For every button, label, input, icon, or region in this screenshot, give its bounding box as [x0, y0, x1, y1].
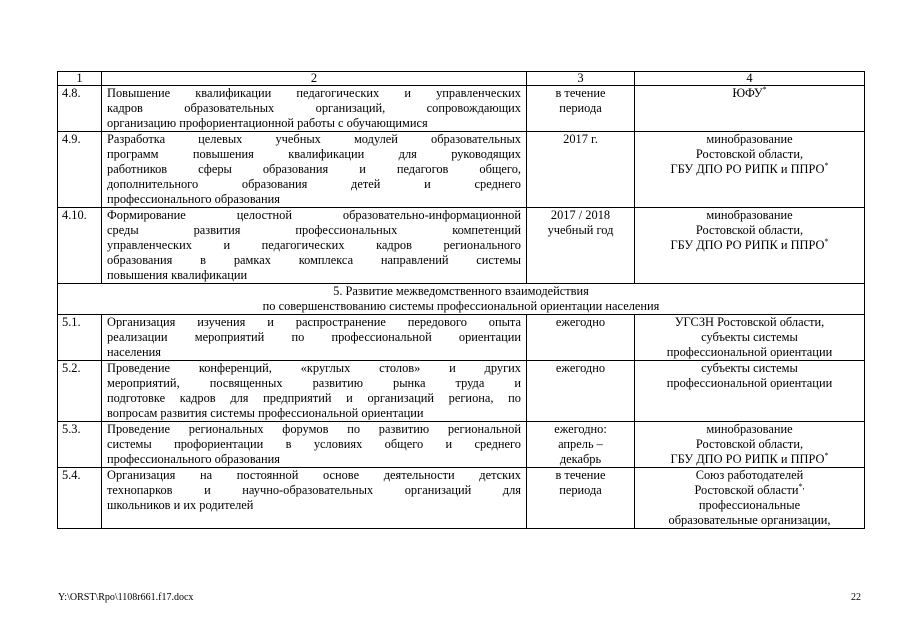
text-line — [107, 147, 521, 162]
activity-description — [102, 208, 527, 284]
text-line — [107, 437, 521, 452]
line-text: ЮФУ — [732, 86, 763, 100]
text-line — [530, 315, 631, 330]
line-text: Проведение региональных форумов по развитию региональной — [107, 422, 521, 436]
activity-executor — [635, 132, 865, 208]
text-line — [107, 116, 521, 131]
text-line — [107, 345, 521, 360]
line-text: апрель – — [558, 437, 603, 451]
footnote-mark: * — [824, 237, 829, 246]
line-text: среды развития профессиональных компетенций — [107, 223, 521, 237]
table-row — [58, 132, 865, 208]
text-line — [107, 253, 521, 268]
activity-term — [527, 132, 635, 208]
line-text: 2017 / 2018 — [550, 208, 611, 222]
line-text: ежегодно: — [554, 422, 607, 436]
footnote-mark: *, — [798, 482, 805, 491]
text-line — [107, 422, 521, 437]
header-col-4: 4 — [635, 72, 865, 86]
text-line — [107, 132, 521, 147]
text-line — [107, 101, 521, 116]
header-col-1: 1 — [58, 72, 102, 86]
line-text: субъекты системы — [701, 361, 798, 375]
document-path: Y:\ORST\Rpo\1108r661.f17.docx — [58, 592, 194, 603]
activity-executor — [635, 468, 865, 529]
text-line — [638, 483, 861, 498]
activity-description — [102, 468, 527, 529]
item-number: 4.9. — [58, 132, 102, 208]
text-line — [638, 238, 861, 253]
text-line — [530, 132, 631, 147]
activity-executor — [635, 422, 865, 468]
text-line — [530, 86, 631, 101]
text-line — [530, 208, 631, 223]
line-text: системы профориентации в условиях общего и среднего — [107, 437, 521, 451]
text-line — [530, 468, 631, 483]
line-text: Ростовской области — [694, 483, 799, 497]
header-row — [58, 72, 865, 86]
activity-term — [527, 361, 635, 422]
footnote-mark: * — [824, 451, 829, 460]
section-title-line: по совершенствованию системы профессиональной ориентации населения — [262, 299, 660, 313]
line-text: минобразование — [706, 422, 793, 436]
text-line — [638, 513, 861, 528]
table-row — [58, 86, 865, 132]
table-row — [58, 422, 865, 468]
text-line — [638, 132, 861, 147]
line-text: программ повышения квалификации для руководящих — [107, 147, 521, 161]
table-row — [58, 468, 865, 529]
activity-description — [102, 315, 527, 361]
text-line — [638, 162, 861, 177]
text-line — [107, 330, 521, 345]
item-number: 4.10. — [58, 208, 102, 284]
text-line — [107, 162, 521, 177]
text-line — [638, 452, 861, 467]
line-text: ежегодно — [555, 361, 606, 375]
text-line — [107, 391, 521, 406]
line-text: образовательные организации, — [668, 513, 831, 527]
section-title — [58, 284, 865, 315]
activity-term — [527, 468, 635, 529]
footnote-mark: * — [762, 85, 767, 94]
text-line — [638, 498, 861, 513]
line-text: профессиональной ориентации — [666, 376, 833, 390]
text-line — [107, 361, 521, 376]
text-line — [638, 315, 861, 330]
line-text: профессиональные — [698, 498, 801, 512]
footnote-mark: * — [824, 161, 829, 170]
activity-term — [527, 208, 635, 284]
item-number: 5.4. — [58, 468, 102, 529]
item-number: 5.3. — [58, 422, 102, 468]
text-line — [107, 376, 521, 391]
activity-term — [527, 422, 635, 468]
line-text: Ростовской области, — [695, 223, 804, 237]
line-text: профессионального образования — [107, 192, 281, 206]
activity-executor — [635, 361, 865, 422]
activity-description — [102, 86, 527, 132]
text-line — [530, 361, 631, 376]
line-text: минобразование — [706, 132, 793, 146]
line-text: повышения квалификации — [107, 268, 248, 282]
line-text: УГСЗН Ростовской области, — [674, 315, 825, 329]
activity-plan-table — [57, 71, 865, 529]
line-text: кадров образовательных организаций, сопровождающих — [107, 101, 521, 115]
text-line — [107, 406, 521, 421]
text-line — [530, 101, 631, 116]
line-text: реализации мероприятий по профессиональной ориентации — [107, 330, 521, 344]
text-line — [638, 330, 861, 345]
line-text: ГБУ ДПО РО РИПК и ППРО — [670, 452, 825, 466]
section-title-line: 5. Развитие межведомственного взаимодействия — [333, 284, 589, 298]
text-line — [638, 86, 861, 101]
line-text: Союз работодателей — [695, 468, 804, 482]
activity-executor — [635, 208, 865, 284]
line-text: ежегодно — [555, 315, 606, 329]
text-line — [638, 223, 861, 238]
page-number: 22 — [851, 592, 861, 603]
line-text: периода — [559, 101, 602, 115]
line-text: периода — [559, 483, 602, 497]
header-col-3: 3 — [527, 72, 635, 86]
text-line — [638, 468, 861, 483]
text-line — [638, 422, 861, 437]
line-text: вопросам развития системы профессиональной ориентации — [107, 406, 424, 420]
line-text: Формирование целостной образовательно-информационной — [107, 208, 521, 222]
text-line — [107, 192, 521, 207]
text-line — [107, 208, 521, 223]
line-text: дополнительного образования детей и среднего — [107, 177, 521, 191]
text-line — [107, 452, 521, 467]
item-number: 5.1. — [58, 315, 102, 361]
text-line — [638, 208, 861, 223]
text-line — [638, 361, 861, 376]
text-line — [530, 483, 631, 498]
line-text: в течение — [555, 468, 606, 482]
activity-executor — [635, 315, 865, 361]
activity-term — [527, 86, 635, 132]
line-text: профессиональной ориентации — [666, 345, 833, 359]
line-text: Повышение квалификации педагогических и управленческих — [107, 86, 521, 100]
line-text: подготовке кадров для предприятий и организаций региона, по — [107, 391, 521, 405]
text-line — [107, 483, 521, 498]
text-line — [530, 452, 631, 467]
text-line — [107, 238, 521, 253]
line-text: школьников и их родителей — [107, 498, 254, 512]
line-text: ГБУ ДПО РО РИПК и ППРО — [670, 238, 825, 252]
line-text: ГБУ ДПО РО РИПК и ППРО — [670, 162, 825, 176]
table-row — [58, 208, 865, 284]
line-text: Организация изучения и распространение передового опыта — [107, 315, 521, 329]
line-text: мероприятий, посвященных развитию рынка труда и — [107, 376, 521, 390]
activity-term — [527, 315, 635, 361]
line-text: работников сферы образования и педагогов общего, — [107, 162, 521, 176]
text-line — [107, 498, 521, 513]
line-text: учебный год — [547, 223, 614, 237]
text-line — [530, 223, 631, 238]
line-text: Ростовской области, — [695, 437, 804, 451]
line-text: управленческих и педагогических кадров регионального — [107, 238, 521, 252]
activity-executor — [635, 86, 865, 132]
text-line — [530, 437, 631, 452]
text-line — [107, 268, 521, 283]
line-text: декабрь — [559, 452, 602, 466]
line-text: минобразование — [706, 208, 793, 222]
line-text: Разработка целевых учебных модулей образовательных — [107, 132, 521, 146]
text-line — [107, 177, 521, 192]
text-line — [107, 223, 521, 238]
header-col-2: 2 — [102, 72, 527, 86]
text-line — [638, 345, 861, 360]
activity-description — [102, 361, 527, 422]
line-text: 2017 г. — [563, 132, 598, 146]
table-row — [58, 361, 865, 422]
line-text: Организация на постоянной основе деятельности детских — [107, 468, 521, 482]
text-line — [107, 86, 521, 101]
table-row — [58, 315, 865, 361]
item-number: 5.2. — [58, 361, 102, 422]
text-line — [638, 376, 861, 391]
text-line — [107, 468, 521, 483]
line-text: в течение — [555, 86, 606, 100]
line-text: образования в рамках комплекса направлений системы — [107, 253, 521, 267]
text-line — [638, 147, 861, 162]
item-number: 4.8. — [58, 86, 102, 132]
line-text: Проведение конференций, «круглых столов» и других — [107, 361, 521, 375]
text-line — [107, 315, 521, 330]
line-text: технопарков и научно-образовательных организаций для — [107, 483, 521, 497]
line-text: населения — [107, 345, 161, 359]
line-text: организацию профориентационной работы с обучающимися — [107, 116, 428, 130]
activity-description — [102, 422, 527, 468]
text-line — [638, 437, 861, 452]
line-text: профессионального образования — [107, 452, 281, 466]
line-text: Ростовской области, — [695, 147, 804, 161]
section-row — [58, 284, 865, 315]
activity-description — [102, 132, 527, 208]
text-line — [530, 422, 631, 437]
line-text: субъекты системы — [701, 330, 798, 344]
